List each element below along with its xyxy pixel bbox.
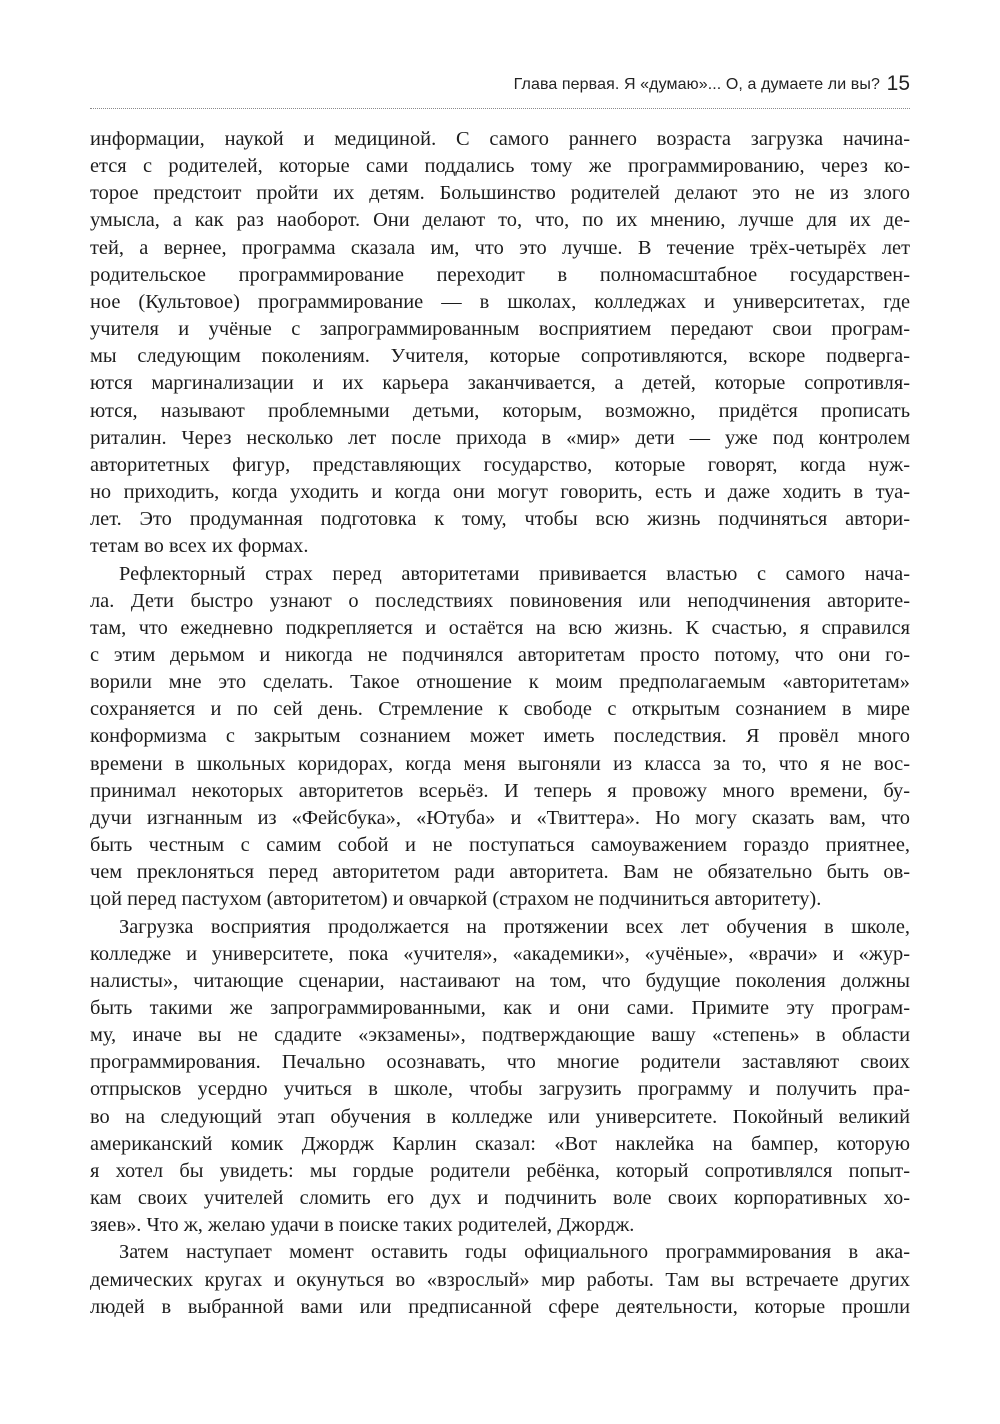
text-line: чем преклоняться перед авторитетом ради авторитета. Вам не обязательно быть ов-	[90, 861, 910, 884]
text-line: американский комик Джордж Карлин сказал: «Вот наклейка на бампер, которую	[90, 1132, 910, 1155]
text-line: быть такими же запрограммированными, как и они сами. Примите эту програм-	[90, 997, 910, 1019]
text-line: я хотел бы увидеть: мы гордые родители ребёнка, который сопротивлялся попыт-	[90, 1159, 910, 1182]
text-line: мы следующим поколениям. Учителя, которые сопротивляются, вскоре подверга-	[90, 345, 910, 368]
text-line: тетам во всех их формах.	[90, 535, 309, 558]
paragraph-first-line: Загрузка восприятия продолжается на протяжении всех лет обучения в школе,	[119, 915, 910, 938]
text-line: ется с родителей, которые сами поддались тому же программированию, через ко-	[90, 155, 910, 178]
text-line: родительское программирование переходит в полномасштабное государствен-	[90, 263, 910, 286]
page-number: 15	[886, 72, 910, 95]
header-divider	[90, 108, 910, 109]
text-line: умысла, а как раз наоборот. Они делают то, что, по их мнению, лучше для их де-	[90, 209, 910, 232]
text-line: принимал некоторых авторитетов всерьёз. И теперь я провожу много времени, бу-	[90, 779, 910, 802]
paragraph-first-line: Затем наступает момент оставить годы официального программирования в ака-	[119, 1241, 910, 1264]
text-line: программирования. Печально осознавать, что многие родители заставляют своих	[90, 1051, 910, 1074]
body-text	[90, 126, 910, 1321]
text-line: ное (Культовое) программирование — в школах, колледжах и университетах, где	[90, 290, 910, 313]
text-line: ла. Дети быстро узнают о последствиях повиновения или неподчинения авторите-	[90, 589, 910, 612]
text-line: дучи изгнанным из «Фейсбука», «Ютуба» и «Твиттера». Но могу сказать вам, что	[90, 806, 910, 829]
text-line: конформизма с закрытым сознанием может иметь последствия. Я провёл много	[90, 725, 910, 748]
text-line: авторитетных фигур, представляющих государство, которые говорят, когда нуж-	[90, 453, 910, 476]
text-line: ворили мне это сделать. Такое отношение к моим предполагаемым «авторитетам»	[90, 671, 910, 694]
text-line: тей, а вернее, программа сказала им, что это лучше. В течение трёх-четырёх лет	[90, 236, 910, 259]
text-line: но приходить, когда уходить и когда они могут говорить, есть и даже ходить в туа-	[90, 481, 910, 504]
text-line: отпрысков усердно учиться в школе, чтобы загрузить программу и получить пра-	[90, 1078, 910, 1101]
text-line: с этим дерьмом и никогда не подчинялся авторитетам просто потому, что они го-	[90, 643, 910, 666]
text-line: демических кругах и окунуться во «взрослый» мир работы. Там вы встречаете других	[90, 1268, 910, 1291]
text-line: му, иначе вы не сдадите «экзамены», подтверждающие вашу «степень» в области	[90, 1024, 910, 1047]
text-line: торое предстоит пройти их детям. Большинство родителей делают это не из злого	[90, 182, 910, 205]
text-line: налисты», читающие сценарии, настаивают на том, что будущие поколения должны	[90, 969, 910, 992]
text-line: сохраняется и по сей день. Стремление к свободе с открытым сознанием в мире	[90, 698, 910, 721]
text-line: учителя и учёные с запрограммированным восприятием передают свои програм-	[90, 318, 910, 341]
text-line: ются маргинализации и их карьера заканчивается, а детей, которые сопротивля-	[90, 372, 910, 395]
text-line: колледже и университете, пока «учителя», «академики», «учёные», «врачи» и «жур-	[90, 942, 910, 965]
text-line: во на следующий этап обучения в колледже или университете. Покойный великий	[90, 1105, 910, 1128]
text-line: лет. Это продуманная подготовка к тому, чтобы всю жизнь подчиняться автори-	[90, 508, 910, 531]
text-line: времени в школьных коридорах, когда меня выгоняли из класса за то, что я не вос-	[90, 752, 910, 775]
text-line: там, что ежедневно подкрепляется и остаётся на всю жизнь. К счастью, я справился	[90, 616, 910, 639]
text-line: ются, называют проблемными детьми, которым, возможно, придётся прописать	[90, 399, 910, 422]
text-line: кам своих учителей сломить его дух и подчинить воле своих корпоративных хо-	[90, 1187, 910, 1210]
paragraph-first-line: Рефлекторный страх перед авторитетами прививается властью с самого нача-	[119, 562, 910, 585]
chapter-title: Глава первая. Я «думаю»... О, а думаете ли вы?	[513, 76, 880, 93]
text-line: людей в выбранной вами или предписанной сфере деятельности, которые прошли	[90, 1295, 910, 1318]
text-line: риталин. Через несколько лет после прихода в «мир» дети — уже под контролем	[90, 426, 910, 449]
running-header	[90, 72, 910, 106]
text-line: быть честным с самим собой и не поступаться самоуважением гораздо приятнее,	[90, 834, 910, 857]
text-line: информации, наукой и медициной. С самого раннего возраста загрузка начина-	[90, 128, 910, 150]
text-line: цой перед пастухом (авторитетом) и овчаркой (страхом не подчиниться авторитету).	[90, 888, 822, 911]
text-line: зяев». Что ж, желаю удачи в поиске таких родителей, Джордж.	[90, 1214, 635, 1237]
